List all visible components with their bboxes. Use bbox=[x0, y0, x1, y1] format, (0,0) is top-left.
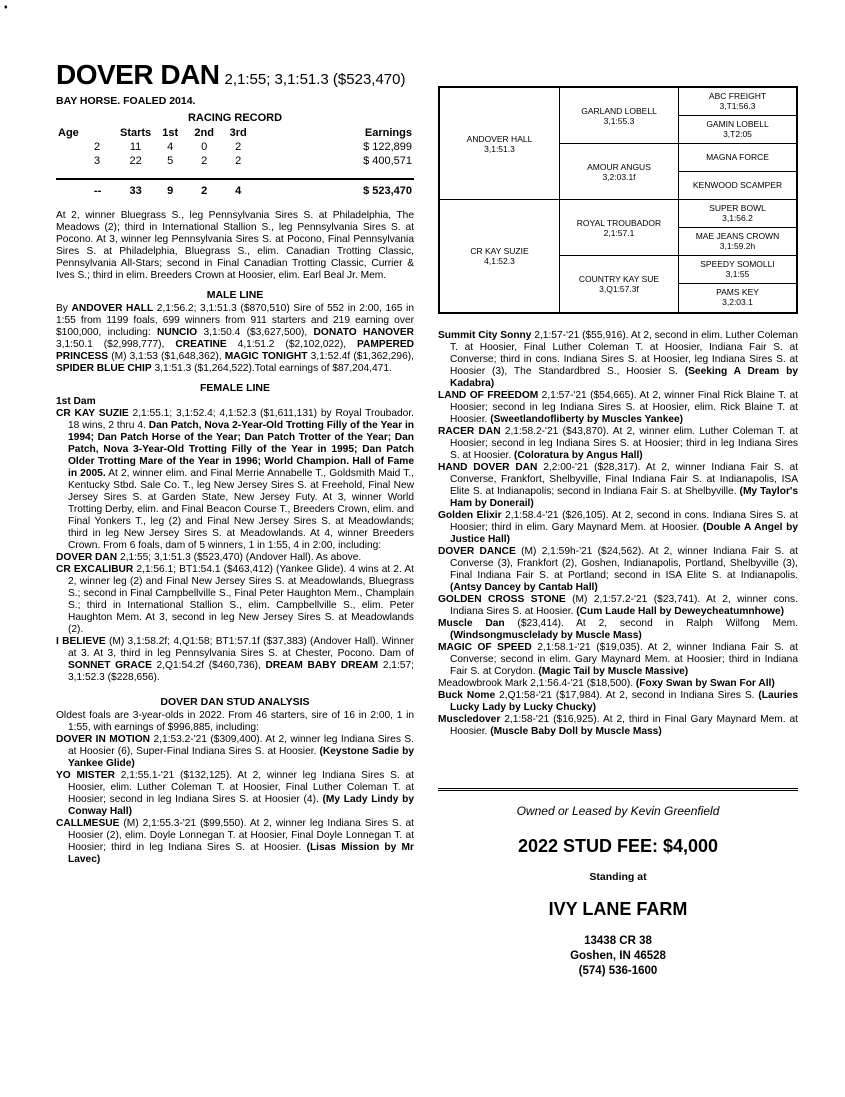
offspring-entry bbox=[438, 330, 798, 390]
table-row bbox=[56, 154, 414, 168]
offspring-entry bbox=[438, 678, 798, 690]
bold-text-run: DOVER DANCE bbox=[438, 546, 516, 557]
offspring-entry bbox=[56, 818, 414, 866]
pedigree-dam-dam bbox=[559, 256, 678, 312]
pedigree-g3-7 bbox=[678, 256, 796, 284]
bold-text-run: (Lauries Lucky Lady by Lucky Chucky) bbox=[450, 690, 799, 713]
text-run: 3,1:50.1 ($2,998,777), bbox=[56, 339, 176, 350]
bold-text-run: (Cum Laude Hall by Deweycheatumnhowe) bbox=[576, 606, 785, 617]
bold-text-run: LAND OF FREEDOM bbox=[438, 390, 539, 401]
text-run: At 2, winner elim. and Final Merrie Annabelle T., Goldsmith Maid T., Kentucky Stbd. Sale Co. T., leg New Jersey Sires S. at Freehold, Final New Jersey Sires S. at Garden State, New Jersey Futy. At 3, winner World Trotting Derby, elim. and Final Beacon Course T., Breeders Crown, elim. and Final Yonkers T., leg (2) and Final New Jersey Sires S. at Meadowlands; third in leg New Jersey Sires S. at Meadowlands. At 4, winner Breeders Crown. From 6 foals, dam of 5 winners, 1 in 1:55, 4 in 2:00, including: bbox=[68, 468, 414, 551]
text-run: 2,Q1:58-'21 ($17,984). At 2, second in Indiana Sires S. bbox=[495, 690, 759, 701]
pedigree-g3-name: KENWOOD SCAMPER bbox=[692, 180, 783, 190]
bold-text-run: YO MISTER bbox=[56, 770, 115, 781]
racing-record-table bbox=[56, 126, 414, 198]
offspring-entry bbox=[438, 618, 798, 642]
pedigree-g3-mark: 3,1:56.2 bbox=[722, 213, 753, 223]
offspring-entry bbox=[56, 770, 414, 818]
cell-age: 2 bbox=[94, 141, 101, 153]
bold-text-run: Buck Nome bbox=[438, 690, 496, 701]
phone-number: (574) 536-1600 bbox=[578, 965, 658, 977]
text-run: 4,1:51.2 ($2,102,022), bbox=[226, 339, 358, 350]
offspring-entry bbox=[438, 642, 798, 678]
bold-text-run: (Foxy Swan by Swan For All) bbox=[635, 678, 775, 689]
bold-text-run: ANDOVER HALL bbox=[71, 303, 154, 314]
farm-name: IVY LANE FARM bbox=[548, 899, 688, 919]
cell-starts: 11 bbox=[129, 141, 142, 153]
cell-1st: 4 bbox=[167, 141, 174, 153]
pedigree-g3-name: SUPER BOWL bbox=[709, 203, 766, 213]
pedigree-dam-dam-name: COUNTRY KAY SUE bbox=[578, 274, 660, 284]
female-line-entry bbox=[56, 564, 414, 636]
bold-text-run: MAGIC TONIGHT bbox=[224, 351, 308, 362]
total-earnings: $ 523,470 bbox=[255, 179, 414, 198]
bold-text-run: (Double A Angel by Justice Hall) bbox=[450, 522, 798, 545]
pedigree-sire-dam-mark: 3,2:03.1f bbox=[602, 172, 636, 182]
bold-text-run: CR EXCALIBUR bbox=[56, 564, 134, 575]
cell-3rd: 2 bbox=[235, 155, 242, 167]
footer-divider bbox=[438, 790, 798, 791]
bold-text-run: RACER DAN bbox=[438, 426, 501, 437]
bold-text-run: Muscledover bbox=[438, 714, 501, 725]
text-run: ($23,414). At 2, second in Ralph Wilfong Mem. bbox=[504, 618, 798, 629]
cell-starts: 22 bbox=[129, 155, 142, 167]
bold-text-run: (Coloratura by Angus Hall) bbox=[514, 450, 643, 461]
female-line-entry bbox=[56, 552, 414, 564]
text-run: 2,1:56.1; BT1:54.1 ($463,412) (Yankee Glide). 4 wins at 2. At 2, winner leg (2) and Final New Jersey Sires S. at Meadowlands, Bluegrass S.; second in Final Campbellville S., Final Peter Haughton Mem., Champlain S.; third in International Stallion S., elim. Campbellville S., elim. Peter Haughton Mem. At 3, second in leg New Jersey Sires S. at Meadowlands (2). bbox=[68, 564, 414, 635]
bold-text-run: (Keystone Sadie by Yankee Glide) bbox=[68, 746, 415, 769]
female-line-entry bbox=[56, 408, 414, 552]
female-line-entry bbox=[56, 636, 414, 684]
col-age: Age bbox=[58, 127, 79, 139]
bold-text-run: (My Taylor's Ham by Donerail) bbox=[450, 486, 798, 509]
text-run: (M) 2,1:59h-'21 ($24,562). At 2, winner Indiana Fair S. at Converse (3), Frankfort (2), Goshen, Indianapolis, Portland, Shelbyville (3), Final Indiana Fair S. at Portland; second in ISA Elite S. at Indianapolis. bbox=[450, 546, 798, 581]
stud-fee: 2022 STUD FEE: $4,000 bbox=[517, 836, 719, 856]
pedigree-g3-name: PAMS KEY bbox=[716, 287, 759, 297]
total-age: -- bbox=[56, 179, 118, 198]
male-line-text bbox=[56, 303, 414, 375]
pedigree-g3-mark: 3,1:55 bbox=[725, 269, 750, 279]
bold-text-run: Summit City Sonny bbox=[438, 330, 532, 341]
total-1st: 9 bbox=[153, 179, 187, 198]
footer-divider bbox=[438, 788, 798, 789]
text-run: (M) 3,1:58.2f; 4,Q1:58; BT1:57.1f ($37,383) (Andover Hall). Winner at 3. At 3, third in leg Pennsylvania Sires S. at Chester, Pocono. Dam of bbox=[68, 636, 414, 659]
pedigree-dam-sire-name: ROYAL TROUBADOR bbox=[576, 218, 662, 228]
text-run: 2,1:55.1-'21 ($132,125). At 2, winner leg Indiana Sires S. at Hoosier, elim. Luther Coleman T. at Hoosier, Final Luther Coleman T. at Hoosier; second in leg Indiana Sires S. at Hoosier (4). bbox=[68, 770, 414, 805]
stud-analysis-title: DOVER DAN STUD ANALYSIS bbox=[160, 696, 310, 708]
text-run: Meadowbrook Mark 2,1:56.4-'21 ($18,500). bbox=[438, 678, 636, 689]
pedigree-g3-6 bbox=[678, 228, 796, 256]
cell-earnings: $ 122,899 bbox=[363, 141, 412, 153]
owner-line: Owned or Leased by Kevin Greenfield bbox=[516, 804, 720, 818]
col-2nd: 2nd bbox=[194, 127, 214, 139]
bold-text-run: DOVER IN MOTION bbox=[56, 734, 151, 745]
pedigree-dam bbox=[440, 200, 559, 312]
offspring-entry bbox=[438, 594, 798, 618]
offspring-entry bbox=[438, 714, 798, 738]
page-header bbox=[56, 60, 476, 107]
pedigree-g3-3 bbox=[678, 144, 796, 172]
bold-text-run: (Antsy Dancey by Cantab Hall) bbox=[450, 582, 598, 593]
bold-text-run: (Muscle Baby Doll by Muscle Mass) bbox=[490, 726, 662, 737]
pedigree-g3-mark: 3,1:59.2h bbox=[719, 241, 756, 251]
stud-footer bbox=[438, 804, 798, 979]
pedigree-g3-4 bbox=[678, 172, 796, 200]
text-run: 3,1:52.4f ($1,362,296), bbox=[307, 351, 414, 362]
pedigree-sire-mark: 3,1:51.3 bbox=[484, 144, 515, 154]
standing-label: Standing at bbox=[589, 871, 647, 883]
text-run: 2,1:58.4-'21 ($26,105). At 2, second in cons. Indiana Sires S. at Hoosier; third in elim. Gary Maynard Mem. at Hoosier. bbox=[450, 510, 798, 533]
horse-subtitle: BAY HORSE. FOALED 2014. bbox=[56, 95, 196, 107]
pedigree-sire-sire-mark: 3,1:55.3 bbox=[603, 116, 635, 126]
pedigree-g3-2 bbox=[678, 116, 796, 144]
text-run: 2,1:53.2-'21 ($309,400). At 2, winner leg Indiana Sires S. at Hoosier (6), Super-Final Indiana Sires S. at Hoosier. bbox=[68, 734, 414, 757]
racing-record-header-row bbox=[56, 126, 414, 140]
pedigree-g3-name: MAGNA FORCE bbox=[706, 152, 769, 162]
pedigree-g3-name: MAE JEANS CROWN bbox=[695, 231, 780, 241]
farm-address bbox=[438, 934, 798, 979]
text-run: 3,1:51.3 ($1,264,522).Total earnings of $87,204,471. bbox=[151, 363, 392, 374]
pedigree-g3-mark: 3,2:03.1 bbox=[722, 297, 753, 307]
cell-age: 3 bbox=[94, 155, 101, 167]
title-line bbox=[56, 60, 476, 95]
bold-text-run: SPIDER BLUE CHIP bbox=[56, 363, 152, 374]
pedigree-dam-name: CR KAY SUZIE bbox=[470, 246, 529, 256]
corner-mark: ♦ bbox=[4, 4, 8, 11]
horse-name: DOVER DAN bbox=[56, 59, 220, 90]
offspring-entry bbox=[438, 462, 798, 510]
text-run: (M) 2,1:57.2-'21 ($23,741). At 2, winner cons. Indiana Sires S. at Hoosier. bbox=[450, 594, 798, 617]
text-run: 2,1:57-'21 ($55,916). At 2, second in elim. Luther Coleman T. at Hoosier, Final Luther Coleman T. at Hoosier, Indiana Fair S. at Converse; third in cons. Indiana Sires S. at Hoosier, leg Indiana Sires S. at Hoosier (3), The Standardbred S., Hoosier S. bbox=[450, 330, 798, 377]
pedigree-g3-8 bbox=[678, 284, 796, 312]
pedigree-g3-1 bbox=[678, 88, 796, 116]
bold-text-run: HAND DOVER DAN bbox=[438, 462, 538, 473]
bold-text-run: (Sweetlandofliberty by Muscles Yankee) bbox=[490, 414, 684, 425]
pedigree-g3-mark: 3,T2:05 bbox=[723, 129, 752, 139]
bold-text-run: I BELIEVE bbox=[56, 636, 106, 647]
text-run: 2,2:00-'21 ($28,317). At 2, winner Indiana Fair S. at Converse, Frankfort, Shelbyville, Final Indiana Fair S. at Indianapolis, ISA Elite S. at Indianapolis; second in Indiana Fair S. at Shelbyville. bbox=[450, 462, 798, 497]
table-total-row bbox=[56, 179, 414, 198]
pedigree-sire-dam-name: AMOUR ANGUS bbox=[587, 162, 651, 172]
bold-text-run: DREAM BABY DREAM bbox=[265, 660, 379, 671]
total-3rd: 4 bbox=[221, 179, 255, 198]
male-line-title: MALE LINE bbox=[206, 289, 264, 301]
cell-2nd: 2 bbox=[201, 155, 208, 167]
left-column bbox=[56, 112, 414, 866]
bold-text-run: (Seeking A Dream by Kadabra) bbox=[450, 366, 798, 389]
pedigree-g3-name: SPEEDY SOMOLLI bbox=[700, 259, 775, 269]
text-run: 2,1:56.2; 3,1:51.3 ($870,510) Sire of 552 in 2:00, 165 in 1:55 from 1199 foals, 699 winners from 911 starters and 219 earning over $100,000, including: bbox=[56, 303, 414, 338]
address-city: Goshen, IN 46528 bbox=[570, 950, 666, 962]
text-run: 2,1:55; 3,1:51.3 ($523,470) (Andover Hall). As above. bbox=[117, 552, 362, 563]
bold-text-run: DOVER DAN bbox=[56, 552, 118, 563]
bold-text-run: DONATO HANOVER bbox=[313, 327, 414, 338]
pedigree-sire-sire bbox=[559, 88, 678, 144]
bold-text-run: NUNCIO bbox=[156, 327, 198, 338]
bold-text-run: GOLDEN CROSS STONE bbox=[438, 594, 566, 605]
racing-record-title: RACING RECORD bbox=[187, 112, 283, 124]
total-starts: 33 bbox=[118, 179, 153, 198]
bold-text-run: (Magic Tail by Muscle Massive) bbox=[538, 666, 689, 677]
address-street: 13438 CR 38 bbox=[584, 935, 652, 947]
cell-2nd: 0 bbox=[201, 141, 208, 153]
pedigree-dam-sire bbox=[559, 200, 678, 256]
first-dam-label: 1st Dam bbox=[56, 396, 96, 407]
bold-text-run: CREATINE bbox=[175, 339, 227, 350]
text-run: 2,1:57-'21 ($54,665). At 2, winner Final Rick Blaine T. at Hoosier; second in leg Indiana Sires S. at Hoosier, elim. Rick Blaine T. at Hoosier. bbox=[450, 390, 798, 425]
bold-text-run: Dan Patch, Nova 2-Year-Old Trotting Filly of the Year in 1994; Dan Patch Horse of the Year; Dan Patch Trotter of the Year; Dan Patch, Nova 3-Year-Old Trotting Filly of the Year in 1995; Dan Patch Older Trotting Mare of the Year in 1996; World Champion. Hall of Fame in 2005. bbox=[68, 420, 414, 479]
text-run: 2,1:57; 3,1:52.3 ($228,656). bbox=[68, 660, 414, 683]
pedigree-g3-name: GAMIN LOBELL bbox=[706, 119, 769, 129]
horse-marks: 2,1:55; 3,1:51.3 ($523,470) bbox=[224, 71, 406, 88]
offspring-entry bbox=[438, 690, 798, 714]
text-run: (M) 3,1:53 ($1,648,362), bbox=[108, 351, 225, 362]
bold-text-run: CR KAY SUZIE bbox=[56, 408, 129, 419]
pedigree-chart bbox=[438, 86, 798, 314]
text-run: 2,1:58-'21 ($16,925). At 2, third in Final Gary Maynard Mem. at Hoosier. bbox=[450, 714, 798, 737]
offspring-entry bbox=[438, 426, 798, 462]
pedigree-g3-mark: 3,T1:56.3 bbox=[719, 101, 756, 111]
offspring-entry bbox=[438, 390, 798, 426]
col-earnings: Earnings bbox=[364, 127, 412, 139]
bold-text-run: (My Lady Lindy by Conway Hall) bbox=[68, 794, 414, 817]
pedigree-sire bbox=[440, 88, 559, 200]
pedigree-dam-dam-mark: 3,Q1:57.3f bbox=[599, 284, 639, 294]
cell-1st: 5 bbox=[167, 155, 174, 167]
table-row bbox=[56, 140, 414, 154]
bold-text-run: (Windsongmusclelady by Muscle Mass) bbox=[450, 630, 642, 641]
text-run: 2,1:55.1; 3,1:52.4; 4,1:52.3 ($1,611,131) by Royal Troubador. 18 wins, 2 thru 4. bbox=[68, 408, 414, 431]
bold-text-run: Muscle Dan bbox=[438, 618, 505, 629]
cell-earnings: $ 400,571 bbox=[363, 155, 412, 167]
right-column bbox=[438, 330, 798, 738]
text-run: (M) 2,1:55.3-'21 ($99,550). At 2, winner leg Indiana Sires S. at Hoosier (2), elim. Doyle Lonnegan T. at Hoosier, Final Doyle Lonnegan T. at Hoosier; third in leg Indiana Sires S. at Hoosier. bbox=[68, 818, 414, 853]
female-line-title: FEMALE LINE bbox=[200, 382, 270, 394]
col-starts: Starts bbox=[120, 127, 152, 139]
pedigree-sire-sire-name: GARLAND LOBELL bbox=[581, 106, 657, 116]
col-1st: 1st bbox=[162, 127, 179, 139]
bold-text-run: (Lisas Mission by Mr Lavec) bbox=[68, 842, 414, 865]
pedigree-dam-mark: 4,1:52.3 bbox=[484, 256, 515, 266]
race-summary: At 2, winner Bluegrass S., leg Pennsylvania Sires S. at Philadelphia, The Meadows (2); third in International Stallion S., leg Pennsylvania Sires S. at Pocono. At 3, winner leg Pennsylvania Sires S. at Pocono, Final Pennsylvania Sires S. at Philadelphia, Bluegrass S., elim. Canadian Trotting Classic, Pennsylvania All-Stars; second in Final Canadian Trotting Classic, Currier & Ives S.; third in elim. Breeders Crown at Hoosier, elim. Earl Beal Jr. Mem. bbox=[56, 210, 414, 281]
pedigree-sire-name: ANDOVER HALL bbox=[466, 134, 533, 144]
pedigree-g3-5 bbox=[678, 200, 796, 228]
bold-text-run: CALLMESUE bbox=[56, 818, 120, 829]
offspring-entry bbox=[438, 510, 798, 546]
bold-text-run: SONNET GRACE bbox=[68, 660, 152, 671]
text-run: 2,1:58.1-'21 ($19,035). At 2, winner Indiana Fair S. at Converse; second in elim. Gary Maynard Mem. at Hoosier; third in Indiana Fair S. at Corydon. bbox=[450, 642, 798, 677]
text-run: 3,1:50.4 ($3,627,500), bbox=[197, 327, 314, 338]
text-run: 2,1:58.2-'21 ($43,870). At 2, winner elim. Luther Coleman T. at Hoosier; second in leg Indiana Sires S. at Hoosier; third in leg Indiana Sires S. at Hoosier. bbox=[450, 426, 798, 461]
stud-analysis-intro: Oldest foals are 3-year-olds in 2022. From 46 starters, sire of 16 in 2:00, 1 in 1:55, with earnings of $996,885, including: bbox=[56, 710, 414, 733]
bold-text-run: Golden Elixir bbox=[438, 510, 502, 521]
pedigree-dam-sire-mark: 2,1:57.1 bbox=[603, 228, 635, 238]
cell-3rd: 2 bbox=[235, 141, 242, 153]
bold-text-run: MAGIC OF SPEED bbox=[438, 642, 532, 653]
offspring-entry bbox=[56, 734, 414, 770]
text-run: 2,Q1:54.2f ($460,736), bbox=[151, 660, 266, 671]
text-run: By bbox=[56, 303, 72, 314]
bold-text-run: PAMPERED PRINCESS bbox=[56, 339, 414, 362]
table-spacer bbox=[56, 168, 414, 179]
pedigree-sire-dam bbox=[559, 144, 678, 200]
total-2nd: 2 bbox=[187, 179, 221, 198]
col-3rd: 3rd bbox=[229, 127, 247, 139]
pedigree-g3-name: ABC FREIGHT bbox=[708, 91, 767, 101]
offspring-entry bbox=[438, 546, 798, 594]
